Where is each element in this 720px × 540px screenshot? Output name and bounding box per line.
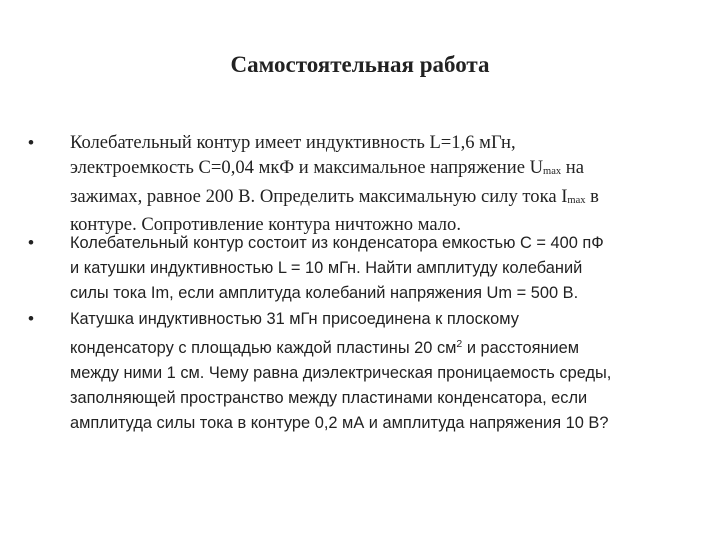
- problem-list: [28, 131, 698, 436]
- line-text: конденсатору с площадью каждой пластины 20 см: [70, 339, 457, 357]
- line-text: электроемкость С=0,04 мкФ и максимальное напряжение U: [70, 156, 544, 178]
- problem-line: [70, 185, 698, 214]
- problem-line: Катушка индуктивностью 31 мГн присоединена к плоскому: [70, 310, 519, 328]
- problem-line: Колебательный контур состоит из конденсатора емкостью C = 400 пФ: [70, 234, 604, 252]
- problem-line: между ними 1 см. Чему равна диэлектрическая проницаемость среды,: [70, 364, 612, 382]
- problem-item: [28, 231, 698, 307]
- problem-line: амплитуда силы тока в контуре 0,2 мА и амплитуда напряжения 10 В?: [70, 414, 609, 432]
- line-text: на: [561, 156, 584, 178]
- problem-line: и катушки индуктивностью L = 10 мГн. Найти амплитуду колебаний: [70, 259, 583, 277]
- line-text: в: [585, 185, 599, 207]
- subscript: max: [567, 194, 586, 206]
- problem-line: [70, 156, 698, 185]
- problem-line: заполняющей пространство между пластинами конденсатора, если: [70, 389, 588, 407]
- bullet-icon: •: [28, 309, 34, 328]
- problem-item: [28, 131, 698, 236]
- superscript: 2: [456, 338, 463, 350]
- bullet-icon: •: [28, 233, 34, 252]
- bullet-icon: •: [28, 133, 34, 152]
- problem-item: [28, 307, 698, 436]
- line-text: зажимах, равное 200 В. Определить максимальную силу тока I: [70, 185, 568, 207]
- subscript: max: [543, 165, 562, 177]
- problem-line: [70, 332, 698, 361]
- problem-line: Колебательный контур имеет индуктивность L=1,6 мГн,: [70, 132, 516, 153]
- problem-line: силы тока Im, если амплитуда колебаний напряжения Um = 500 В.: [70, 284, 579, 302]
- problem-line: контуре. Сопротивление контура ничтожно мало.: [70, 214, 462, 236]
- slide-title: Самостоятельная работа: [230, 52, 490, 77]
- line-text: и расстоянием: [462, 339, 580, 357]
